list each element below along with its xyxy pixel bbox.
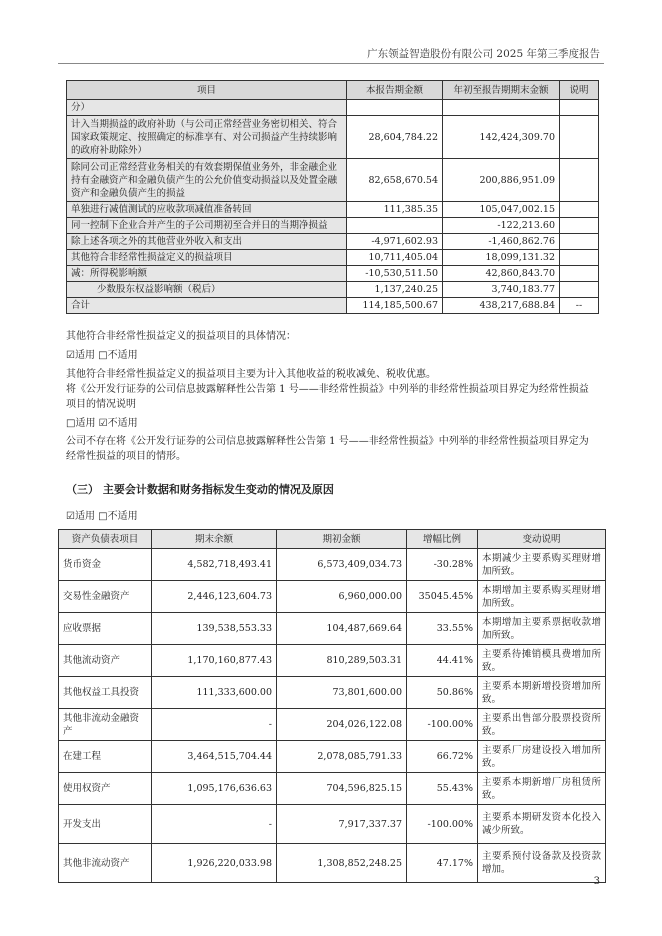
row-begin: 704,596,825.15 (277, 773, 407, 805)
row-note (560, 116, 599, 159)
header-divider (58, 63, 604, 64)
row-item: 在建工程 (59, 741, 152, 773)
applicability-checkbox-1: ☑适用 □不适用 (66, 350, 138, 361)
row-note: 主要系本期研发资本化投入减少所致。 (478, 805, 606, 844)
row-begin: 73,801,600.00 (277, 677, 407, 709)
paragraph-other-items-intro: 其他符合非经常性损益定义的损益项目的具体情况： (66, 331, 296, 342)
applicability-checkbox-2: □适用 ☑不适用 (66, 418, 138, 429)
row-end: 1,095,176,636.63 (152, 773, 277, 805)
paragraph-tax-relief: 其他符合非经常性损益定义的损益项目主要为计入其他收益的税收减免、税收优惠。 (66, 369, 436, 380)
row-begin: 6,960,000.00 (277, 581, 407, 613)
row-note: 本期增加主要系票据收款增加所致。 (478, 613, 606, 645)
row-ratio: 50.86% (407, 677, 478, 709)
applicability-checkbox-3: ☑适用 □不适用 (66, 511, 138, 522)
row-current: 10,711,405.04 (347, 250, 443, 266)
row-current: 82,658,670.54 (347, 159, 443, 202)
col-header-current: 本报告期金额 (347, 81, 443, 100)
paragraph-no-reclassification: 公司不存在将《公开发行证券的公司信息披露解释性公告第 1 号——非经常性损益》中列举的非经常性损益项目界定为经常性损益的项目的情形。 (66, 436, 589, 462)
row-ytd: 18,099,131.32 (443, 250, 560, 266)
row-end: 1,926,220,033.98 (152, 844, 277, 883)
col-header-begin: 期初金额 (277, 530, 407, 549)
row-current: -4,971,602.93 (347, 234, 443, 250)
table-row (59, 741, 606, 773)
col-header-ytd: 年初至报告期期末金额 (443, 81, 560, 100)
row-ratio: 44.41% (407, 645, 478, 677)
row-note (560, 266, 599, 282)
table-row (67, 100, 599, 116)
row-current: 111,385.35 (347, 202, 443, 218)
row-current: 1,137,240.25 (347, 282, 443, 298)
table-row (67, 116, 599, 159)
row-item: 减：所得税影响额 (67, 266, 347, 282)
row-ytd (443, 100, 560, 116)
row-item: 使用权资产 (59, 773, 152, 805)
col-header-note: 说明 (560, 81, 599, 100)
row-item: 除上述各项之外的其他营业外收入和支出 (67, 234, 347, 250)
row-note: 主要系预付设备款及投资款增加。 (478, 844, 606, 883)
row-item: 分） (67, 100, 347, 116)
table-row (59, 613, 606, 645)
table-row (67, 159, 599, 202)
table-row (67, 250, 599, 266)
row-note (560, 234, 599, 250)
row-item: 计入当期损益的政府补助（与公司正常经营业务密切相关、符合国家政策规定、按照确定的标准享有、对公司损益产生持续影响的政府补助除外） (67, 116, 347, 159)
row-item: 其他非流动资产 (59, 844, 152, 883)
row-end: - (152, 805, 277, 844)
row-ytd: 105,047,002.15 (443, 202, 560, 218)
table-row (67, 282, 599, 298)
table-row (67, 234, 599, 250)
row-item: 其他权益工具投资 (59, 677, 152, 709)
col-header-item: 资产负债表项目 (59, 530, 152, 549)
table-row (59, 581, 606, 613)
table-header-row (59, 530, 606, 549)
row-ytd: 142,424,309.70 (443, 116, 560, 159)
row-note (560, 159, 599, 202)
row-ytd: 42,860,843.70 (443, 266, 560, 282)
row-note: 主要系待摊销模具费增加所致。 (478, 645, 606, 677)
row-current: 28,604,784.22 (347, 116, 443, 159)
row-note: 本期增加主要系购买理财增加所致。 (478, 581, 606, 613)
table-row (59, 805, 606, 844)
row-note (560, 282, 599, 298)
non-recurring-gains-table (66, 80, 599, 314)
row-item: 合计 (67, 298, 347, 314)
section-heading: （三） 主要会计数据和财务指标发生变动的情况及原因 (66, 483, 334, 496)
row-current: -10,530,511.50 (347, 266, 443, 282)
table-row (67, 266, 599, 282)
row-begin: 810,289,503.31 (277, 645, 407, 677)
row-note: -- (560, 298, 599, 314)
row-item: 单独进行减值测试的应收款项减值准备转回 (67, 202, 347, 218)
row-item: 同一控制下企业合并产生的子公司期初至合并日的当期净损益 (67, 218, 347, 234)
row-item: 其他流动资产 (59, 645, 152, 677)
row-item: 除同公司正常经营业务相关的有效套期保值业务外，非金融企业持有金融资产和金融负债产生的公允价值变动损益以及处置金融资产和金融负债产生的损益 (67, 159, 347, 202)
table-row (59, 677, 606, 709)
col-header-item: 项目 (67, 81, 347, 100)
row-item: 应收票据 (59, 613, 152, 645)
row-item: 货币资金 (59, 549, 152, 581)
row-end: 111,333,600.00 (152, 677, 277, 709)
row-ytd: 200,886,951.09 (443, 159, 560, 202)
row-note (560, 250, 599, 266)
page-number: 3 (593, 876, 600, 887)
table-row (59, 844, 606, 883)
row-ytd: 438,217,688.84 (443, 298, 560, 314)
row-item: 少数股东权益影响额（税后） (67, 282, 347, 298)
row-begin: 6,573,409,034.73 (277, 549, 407, 581)
row-ratio: 35045.45% (407, 581, 478, 613)
row-begin: 104,487,669.64 (277, 613, 407, 645)
col-header-ratio: 增幅比例 (407, 530, 478, 549)
row-end: - (152, 709, 277, 741)
row-ratio: -100.00% (407, 709, 478, 741)
row-note: 本期减少主要系购买理财增加所致。 (478, 549, 606, 581)
row-note: 主要系出售部分股票投资所致。 (478, 709, 606, 741)
table-row (59, 645, 606, 677)
row-ratio: 33.55% (407, 613, 478, 645)
row-note: 主要系本期新增投资增加所致。 (478, 677, 606, 709)
row-ratio: -100.00% (407, 805, 478, 844)
row-ratio: 47.17% (407, 844, 478, 883)
row-ratio: -30.28% (407, 549, 478, 581)
row-end: 1,170,160,877.43 (152, 645, 277, 677)
col-header-note: 变动说明 (478, 530, 606, 549)
row-note (560, 202, 599, 218)
report-header-title: 广东领益智造股份有限公司 2025 年第三季度报告 (367, 48, 600, 60)
row-note (560, 100, 599, 116)
row-item: 其他非流动金融资产 (59, 709, 152, 741)
row-item: 其他符合非经常性损益定义的损益项目 (67, 250, 347, 266)
row-end: 139,538,553.33 (152, 613, 277, 645)
col-header-end: 期末余额 (152, 530, 277, 549)
row-note (560, 218, 599, 234)
row-begin: 1,308,852,248.25 (277, 844, 407, 883)
row-note: 主要系本期新增厂房租赁所致。 (478, 773, 606, 805)
row-end: 3,464,515,704.44 (152, 741, 277, 773)
table-row (67, 202, 599, 218)
table-row (59, 773, 606, 805)
table-total-row (67, 298, 599, 314)
row-end: 2,446,123,604.73 (152, 581, 277, 613)
table-header-row (67, 81, 599, 100)
row-current: 114,185,500.67 (347, 298, 443, 314)
balance-sheet-changes-table (58, 529, 606, 883)
row-ytd: -1,460,862.76 (443, 234, 560, 250)
row-ratio: 55.43% (407, 773, 478, 805)
row-begin: 204,026,122.08 (277, 709, 407, 741)
row-begin: 7,917,337.37 (277, 805, 407, 844)
table-row (59, 549, 606, 581)
row-current (347, 100, 443, 116)
row-note: 主要系厂房建设投入增加所致。 (478, 741, 606, 773)
row-item: 交易性金融资产 (59, 581, 152, 613)
paragraph-reclassification-note: 将《公开发行证券的公司信息披露解释性公告第 1 号——非经常性损益》中列举的非经常性损益项目界定为经常性损益项目的情况说明 (66, 384, 589, 410)
table-row (59, 709, 606, 741)
row-begin: 2,078,085,791.33 (277, 741, 407, 773)
row-ytd: 3,740,183.77 (443, 282, 560, 298)
row-end: 4,582,718,493.41 (152, 549, 277, 581)
row-ytd: -122,213.60 (443, 218, 560, 234)
row-ratio: 66.72% (407, 741, 478, 773)
table-row (67, 218, 599, 234)
row-current (347, 218, 443, 234)
row-item: 开发支出 (59, 805, 152, 844)
